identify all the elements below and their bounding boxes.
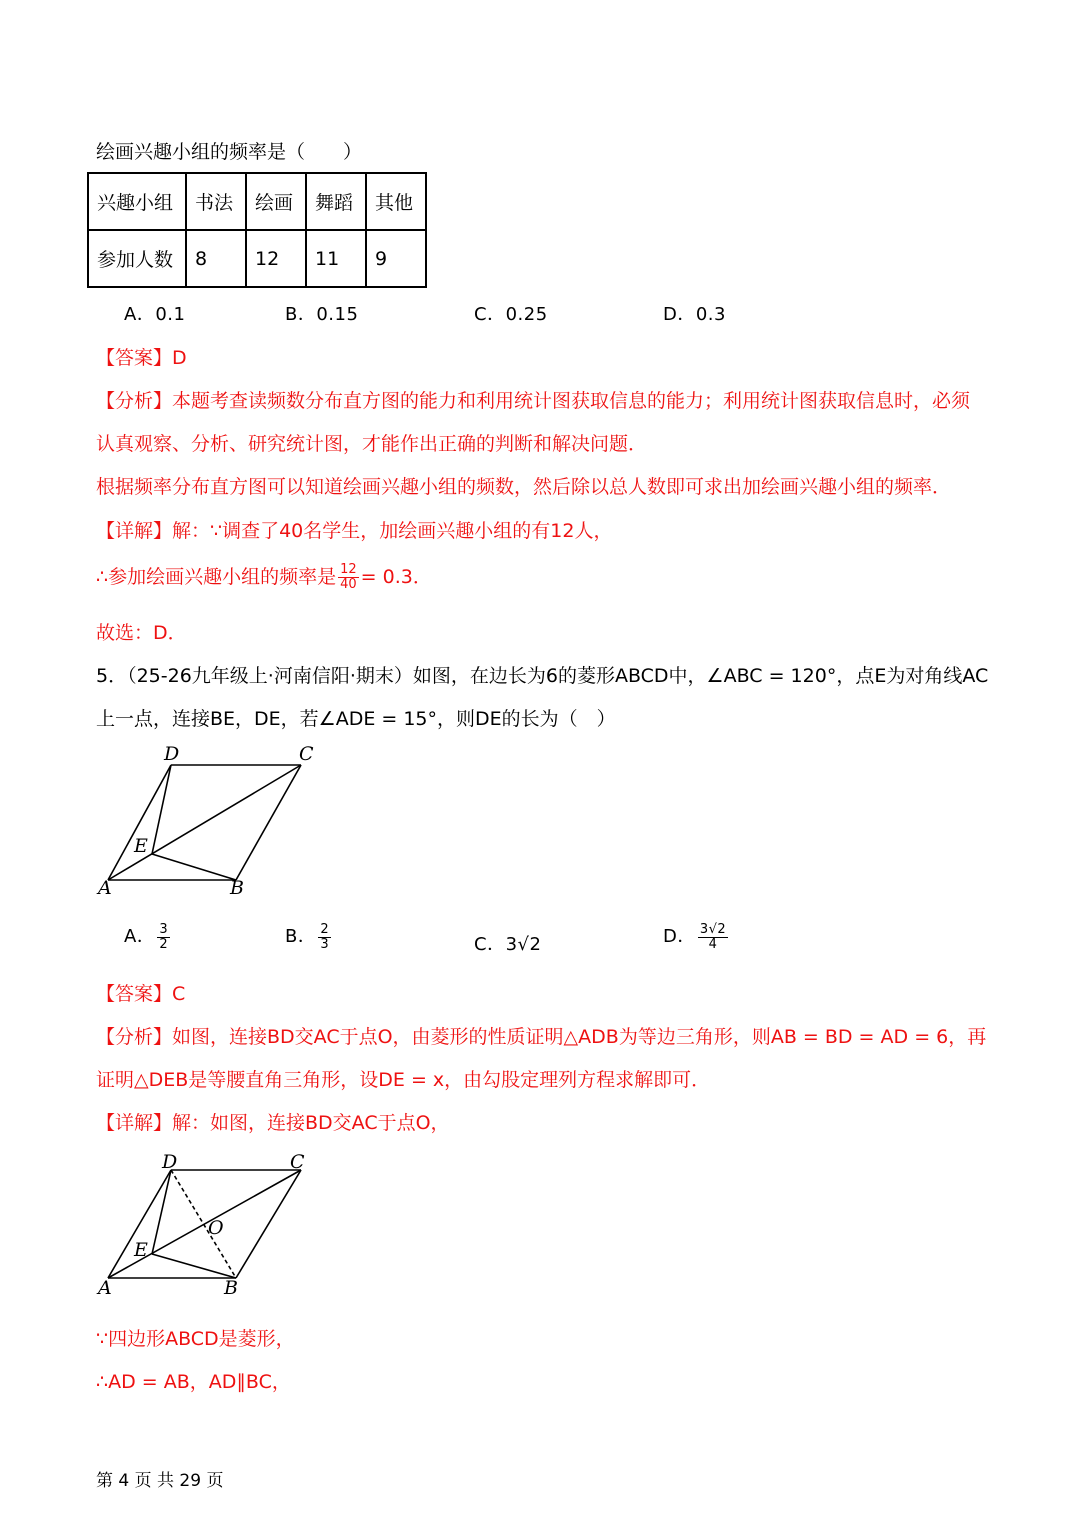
- segment-eb: [152, 854, 236, 880]
- q5-stem-line-2: 上一点，连接BE，DE，若∠ADE = 15°，则DE的长为（ ）: [96, 708, 616, 730]
- q5-option-b: B． $\frac{2}{3}$: [285, 921, 330, 952]
- table-cell: 其他: [366, 173, 426, 230]
- q5-option-c: C．3√2: [474, 934, 542, 955]
- label-b: B: [224, 1277, 238, 1299]
- table-cell: 参加人数: [88, 230, 186, 287]
- q5-option-a: A． $\frac{3}{2}$: [124, 921, 169, 952]
- segment-da: [108, 765, 171, 880]
- label-e: E: [134, 1239, 148, 1261]
- segment-ac: [108, 1170, 301, 1278]
- q5-stem-line-1: 5．（25-26九年级上·河南信阳·期末）如图，在边长为6的菱形ABCD中，∠ABC = 120°，点E为对角线AC: [96, 665, 989, 687]
- rhombus-figure-1: [96, 740, 326, 900]
- table-cell: 9: [366, 230, 426, 287]
- q5-answer: 【答案】C: [96, 983, 186, 1005]
- q4-detail-line-2: [96, 562, 432, 592]
- table-cell: 11: [306, 230, 366, 287]
- q4-choice: 故选：D．: [96, 622, 187, 644]
- table-cell: 舞蹈: [306, 173, 366, 230]
- q5-option-d: D． $\frac{3√2}{4}$: [663, 921, 727, 952]
- label-d: D: [162, 1151, 178, 1173]
- label-o: O: [208, 1217, 224, 1239]
- label-e: E: [134, 835, 148, 857]
- rhombus-figure-2: [96, 1148, 326, 1308]
- label-b: B: [230, 877, 244, 899]
- segment-cb: [236, 765, 301, 880]
- q4-answer: 【答案】D: [96, 347, 187, 369]
- table-cell: 12: [246, 230, 306, 287]
- table-cell: 兴趣小组: [88, 173, 186, 230]
- label-a: A: [98, 877, 112, 899]
- segment-cb: [236, 1170, 301, 1278]
- q4-detail-fraction: $\frac{12}{40}$: [340, 562, 357, 592]
- q4-detail-suffix: = 0.3．: [360, 566, 432, 588]
- q5-detail-line-2: ∵四边形ABCD是菱形，: [96, 1328, 295, 1350]
- label-c: C: [299, 743, 314, 765]
- q4-detail-prefix: ∴参加绘画兴趣小组的频率是: [96, 566, 337, 588]
- q4-option-c: C．0.25: [474, 304, 548, 325]
- q4-option-d: D．0.3: [663, 304, 726, 325]
- segment-ac: [108, 765, 301, 880]
- label-a: A: [98, 1277, 112, 1299]
- table-row: [88, 173, 426, 230]
- q4-option-b: B．0.15: [285, 304, 359, 325]
- page-footer: 第 4 页 共 29 页: [96, 1471, 224, 1491]
- table-cell: 绘画: [246, 173, 306, 230]
- segment-de: [152, 1170, 171, 1254]
- q4-analysis-line-1: 【分析】本题考查读频数分布直方图的能力和利用统计图获取信息的能力；利用统计图获取信息时，必须: [96, 390, 971, 412]
- q5-analysis-line-1: 【分析】如图，连接BD交AC于点O，由菱形的性质证明△ADB为等边三角形，则AB = BD = AD = 6，再: [96, 1026, 987, 1048]
- q5-detail-line-3: ∴AD = AB，AD∥BC，: [96, 1371, 291, 1393]
- segment-da: [108, 1170, 171, 1278]
- q4-detail-line-1: 【详解】解：∵调查了40名学生，加绘画兴趣小组的有12人，: [96, 520, 613, 542]
- q5-analysis-line-2: 证明△DEB是等腰直角三角形，设DE = x，由勾股定理列方程求解即可．: [96, 1069, 711, 1091]
- segment-de: [152, 765, 171, 854]
- q4-analysis-line-2: 认真观察、分析、研究统计图，才能作出正确的判断和解决问题．: [96, 433, 648, 455]
- label-d: D: [164, 743, 180, 765]
- q4-option-a: A．0.1: [124, 304, 186, 325]
- segment-eb: [152, 1254, 236, 1278]
- table-row: [88, 230, 426, 287]
- table-cell: 书法: [186, 173, 246, 230]
- frequency-table: [87, 172, 427, 288]
- q5-detail-line-1: 【详解】解：如图，连接BD交AC于点O，: [96, 1112, 450, 1134]
- q4-analysis-line-3: 根据频率分布直方图可以知道绘画兴趣小组的频数，然后除以总人数即可求出加绘画兴趣小组的频率．: [96, 476, 952, 498]
- table-cell: 8: [186, 230, 246, 287]
- label-c: C: [290, 1151, 305, 1173]
- question-intro: 绘画兴趣小组的频率是（ ）: [96, 141, 363, 163]
